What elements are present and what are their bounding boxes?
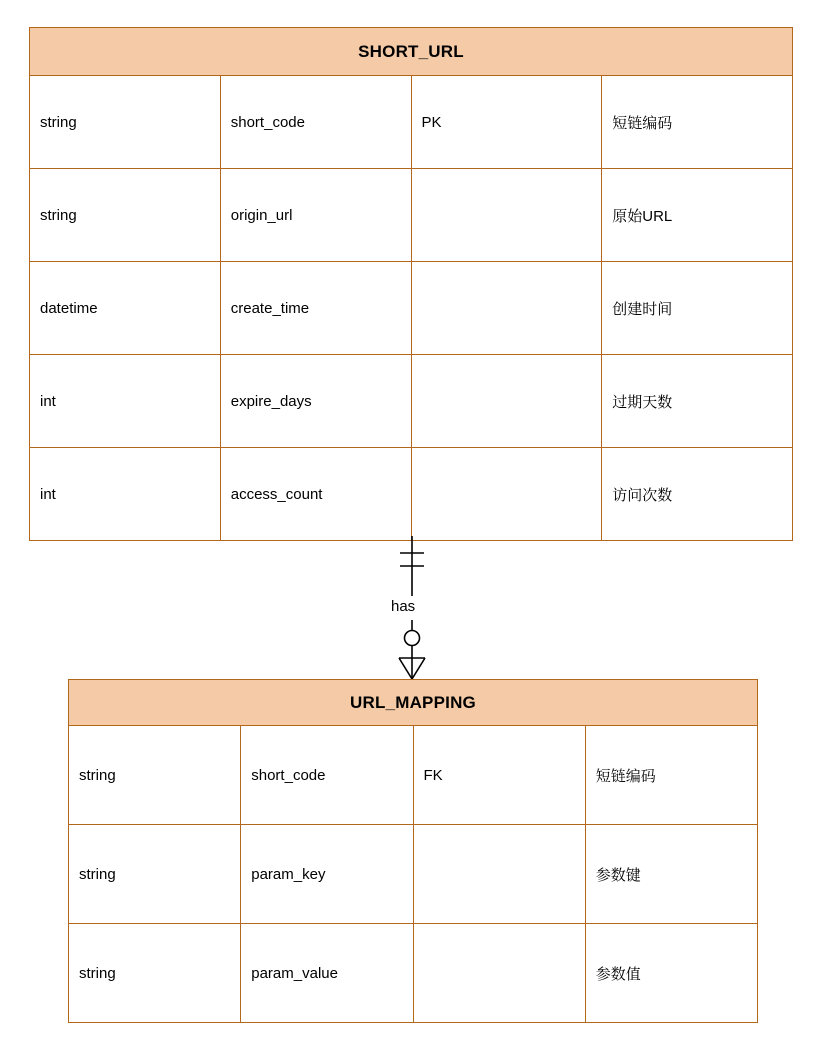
column-type: string (69, 726, 241, 825)
table-row[interactable] (69, 726, 758, 825)
column-name: origin_url (220, 169, 411, 262)
table-row[interactable] (30, 355, 793, 448)
column-comment: 参数键 (585, 825, 757, 924)
column-key: PK (411, 76, 602, 169)
entity-header-row (69, 680, 758, 726)
column-comment: 原始URL (602, 169, 793, 262)
table-row[interactable] (30, 169, 793, 262)
column-key (413, 924, 585, 1023)
entity-header-row (30, 28, 793, 76)
column-name: param_key (241, 825, 413, 924)
column-name: param_value (241, 924, 413, 1023)
column-key (411, 169, 602, 262)
table-row[interactable] (30, 262, 793, 355)
column-type: string (30, 76, 221, 169)
column-comment: 短链编码 (585, 726, 757, 825)
table-row[interactable] (30, 76, 793, 169)
column-type: datetime (30, 262, 221, 355)
column-comment: 访问次数 (602, 448, 793, 541)
column-type: string (69, 825, 241, 924)
column-type: int (30, 355, 221, 448)
column-key (413, 825, 585, 924)
column-name: expire_days (220, 355, 411, 448)
column-name: short_code (241, 726, 413, 825)
table-row[interactable] (69, 825, 758, 924)
entity-short-url[interactable] (29, 27, 793, 541)
column-comment: 过期天数 (602, 355, 793, 448)
column-type: int (30, 448, 221, 541)
table-row[interactable] (30, 448, 793, 541)
relationship-label: has (388, 598, 418, 616)
column-name: access_count (220, 448, 411, 541)
column-name: short_code (220, 76, 411, 169)
entity-title-url-mapping: URL_MAPPING (69, 680, 758, 726)
column-name: create_time (220, 262, 411, 355)
column-key (411, 355, 602, 448)
column-key (411, 448, 602, 541)
column-comment: 短链编码 (602, 76, 793, 169)
column-comment: 创建时间 (602, 262, 793, 355)
entity-url-mapping[interactable] (68, 679, 758, 1023)
column-type: string (69, 924, 241, 1023)
column-key (411, 262, 602, 355)
table-row[interactable] (69, 924, 758, 1023)
column-type: string (30, 169, 221, 262)
column-comment: 参数值 (585, 924, 757, 1023)
column-key: FK (413, 726, 585, 825)
entity-title-short-url: SHORT_URL (30, 28, 793, 76)
